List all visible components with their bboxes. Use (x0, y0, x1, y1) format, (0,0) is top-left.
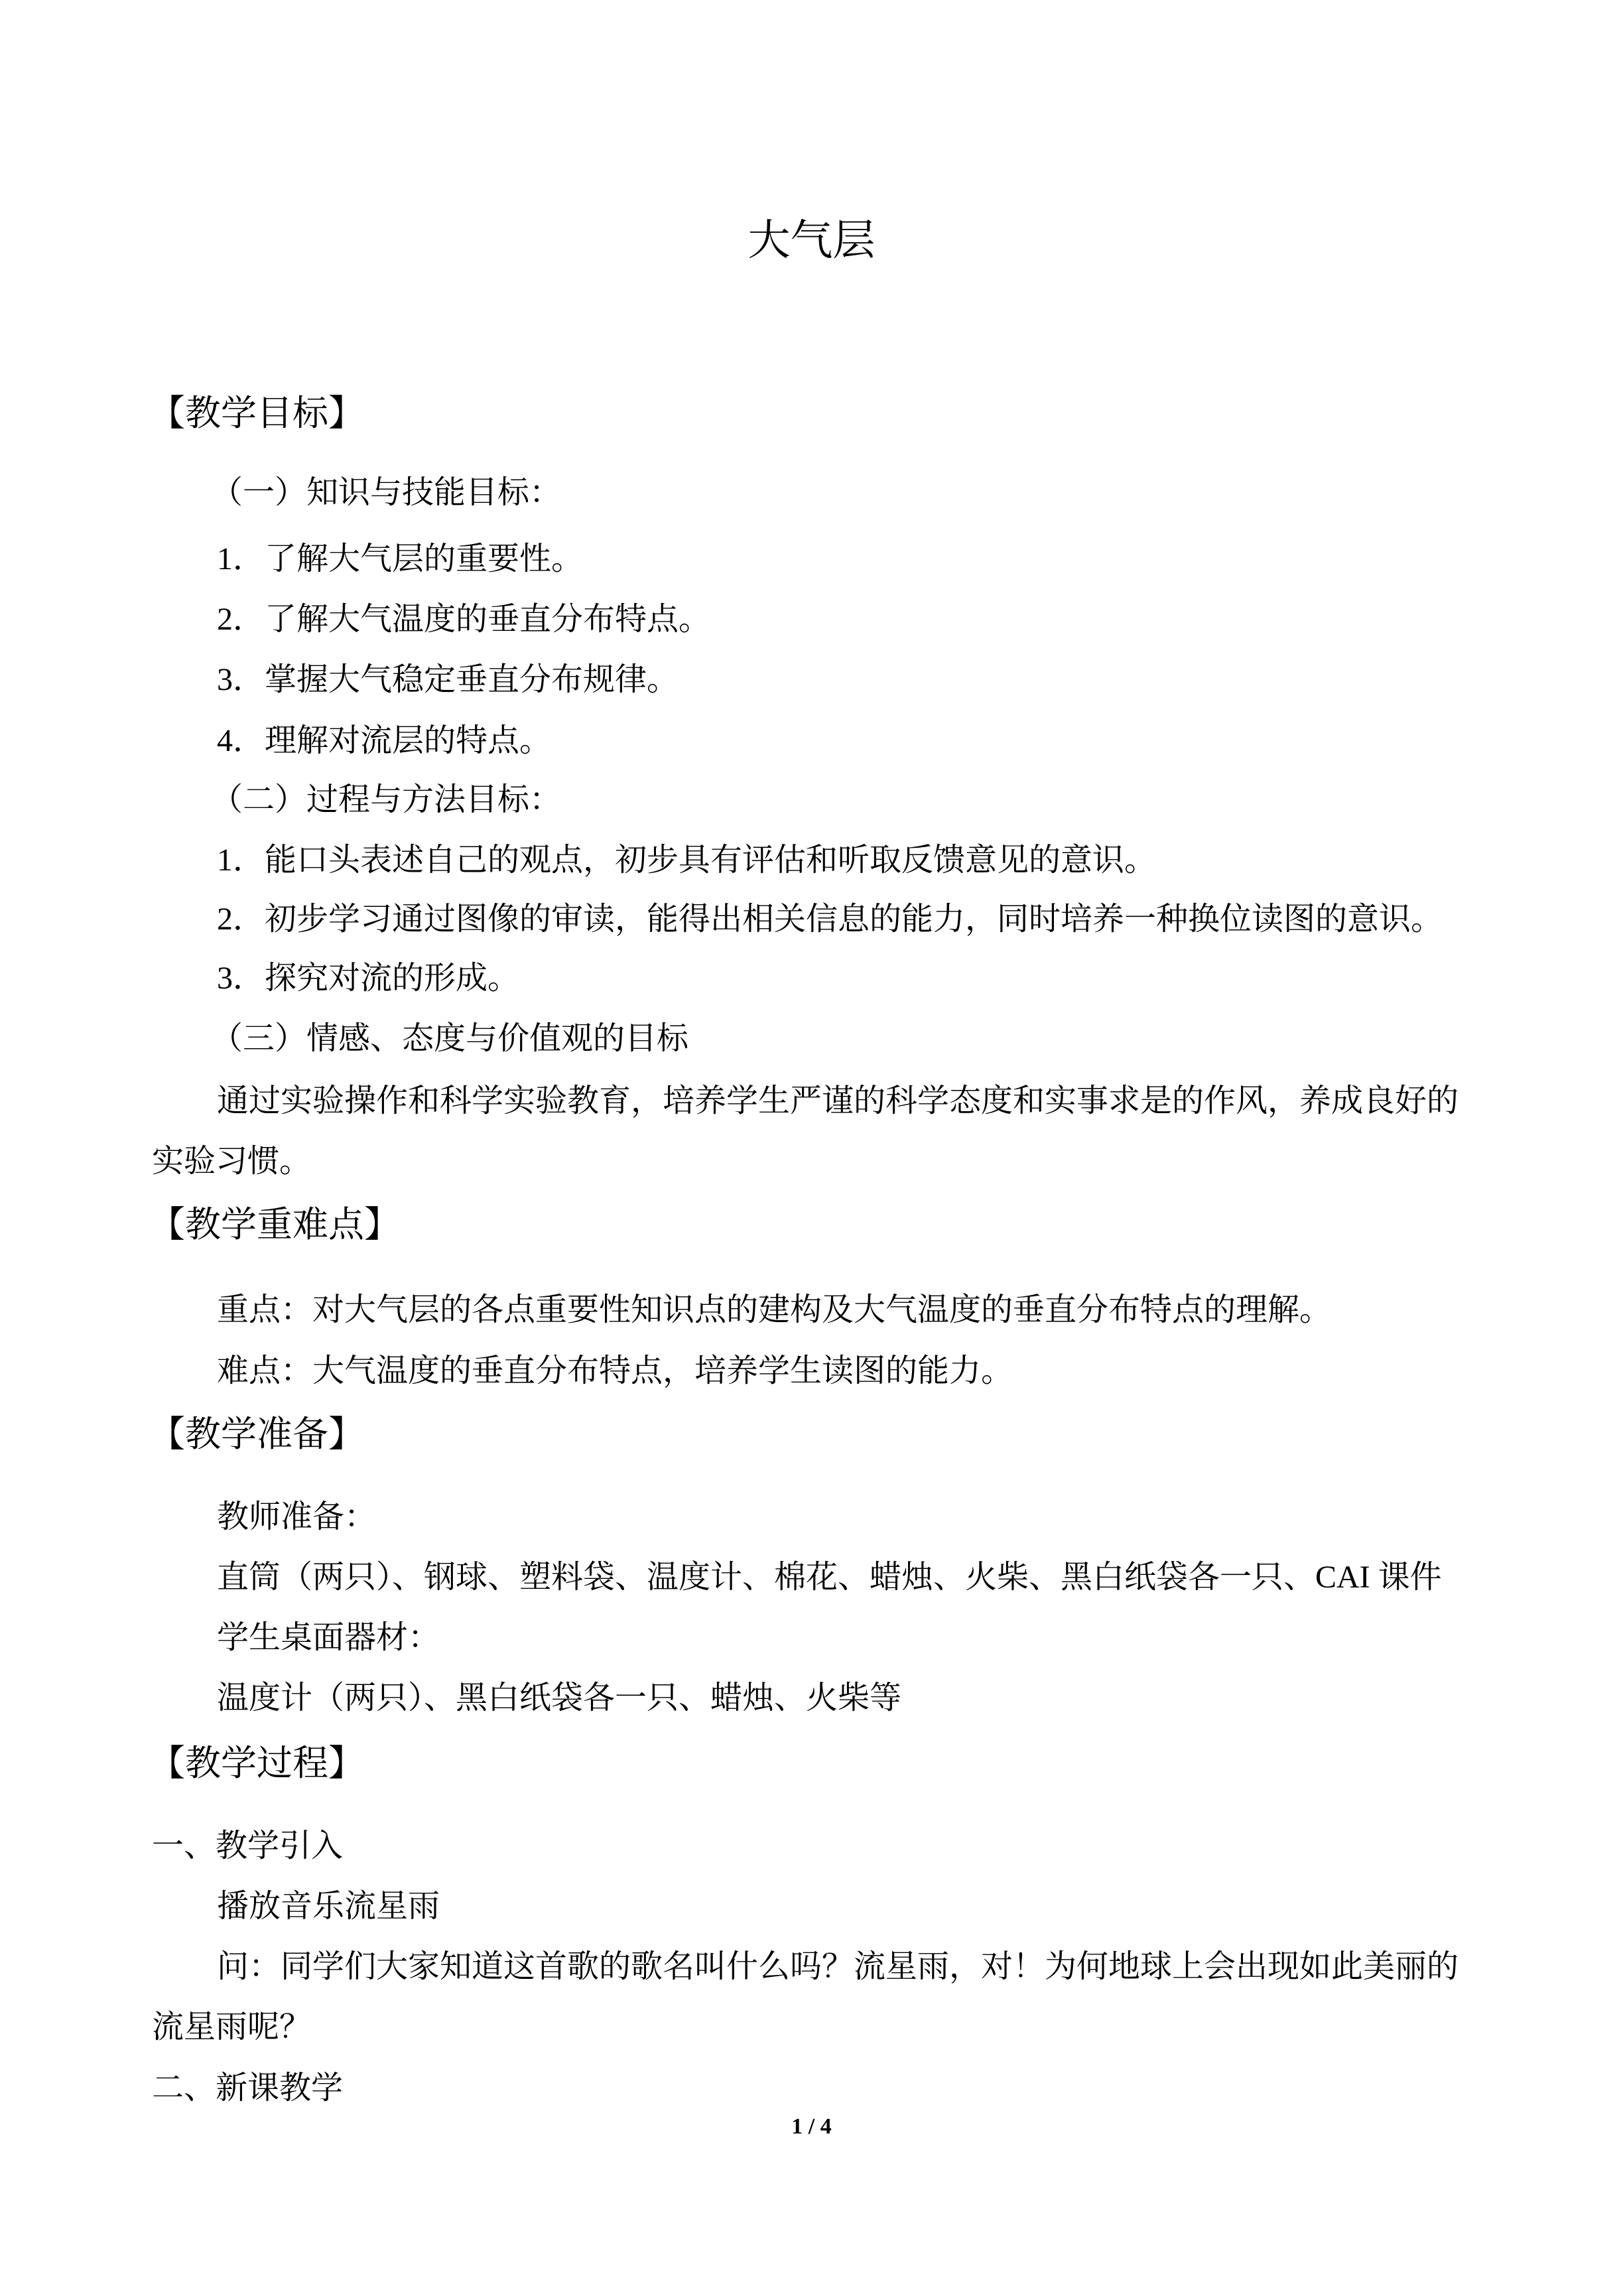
subheading-method: （二）过程与方法目标： (211, 782, 562, 817)
page-title: 大气层 (747, 217, 876, 264)
list-item: 3．探究对流的形成。 (217, 961, 520, 996)
list-item: 1．了解大气层的重要性。 (217, 541, 584, 576)
section-heading-goals: 【教学目标】 (149, 393, 364, 433)
section-heading-keypoints: 【教学重难点】 (149, 1205, 400, 1245)
difficult-point: 难点：大气温度的垂直分布特点，培养学生读图的能力。 (217, 1353, 1013, 1388)
step-heading: 一、教学引入 (152, 1828, 344, 1863)
list-item: 2．初步学习通过图像的审读，能得出相关信息的能力，同时培养一种换位读图的意识。 (217, 902, 1443, 937)
student-prep-label: 学生桌面器材： (217, 1620, 440, 1655)
list-item: 4．理解对流层的特点。 (217, 723, 552, 758)
teacher-prep-items: 直筒（两只）、钢球、塑料袋、温度计、棉花、蜡烛、火柴、黑白纸袋各一只、CAI 课件 (217, 1560, 1442, 1595)
paragraph-line: 问：同学们大家知道这首歌的歌名叫什么吗？流星雨，对！为何地球上会出现如此美丽的 (217, 1949, 1459, 1984)
subheading-emotion: （三）情感、态度与价值观的目标 (211, 1021, 689, 1056)
section-heading-prep: 【教学准备】 (149, 1414, 364, 1454)
list-item: 3．掌握大气稳定垂直分布规律。 (217, 662, 679, 697)
list-item: 1．能口头表述自己的观点，初步具有评估和听取反馈意见的意识。 (217, 843, 1157, 878)
step-heading: 二、新课教学 (152, 2070, 344, 2106)
paragraph-line: 流星雨呢？ (152, 2009, 312, 2045)
paragraph-line: 播放音乐流星雨 (217, 1889, 440, 1924)
key-point: 重点：对大气层的各点重要性知识点的建构及大气温度的垂直分布特点的理解。 (217, 1292, 1332, 1327)
student-prep-items: 温度计（两只）、黑白纸袋各一只、蜡烛、火柴等 (217, 1680, 902, 1716)
page-number: 1 / 4 (791, 2114, 832, 2139)
paragraph-line: 通过实验操作和科学实验教育，培养学生严谨的科学态度和实事求是的作风，养成良好的 (217, 1083, 1459, 1118)
list-item: 2．了解大气温度的垂直分布特点。 (217, 602, 711, 637)
subheading-knowledge: （一）知识与技能目标： (211, 475, 562, 510)
teacher-prep-label: 教师准备： (217, 1499, 377, 1534)
section-heading-process: 【教学过程】 (149, 1743, 364, 1783)
paragraph-line: 实验习惯。 (152, 1144, 312, 1179)
